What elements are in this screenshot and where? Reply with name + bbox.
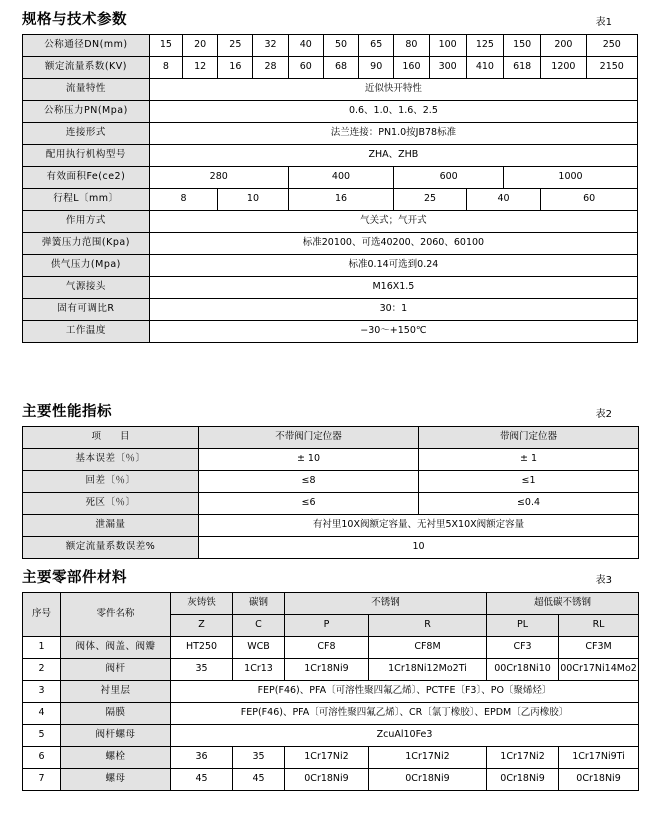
cell: 300 — [429, 57, 466, 79]
row-label-nominal-pressure: 公称压力PN(Mpa) — [23, 101, 150, 123]
cell: 0Cr18Ni9 — [285, 769, 369, 791]
cell: 400 — [288, 167, 394, 189]
row-label-flow-characteristic: 流量特性 — [23, 79, 150, 101]
cell: 8 — [149, 189, 217, 211]
cell-no: 6 — [23, 747, 61, 769]
table-row — [23, 493, 639, 515]
row-label-air-joint: 气源接头 — [23, 277, 150, 299]
table-row — [23, 277, 638, 299]
table-row — [23, 637, 639, 659]
cell: 250 — [586, 35, 637, 57]
sub-header-c: C — [233, 615, 285, 637]
table-row — [23, 79, 638, 101]
cell: ± 10 — [199, 449, 419, 471]
cell: CF8 — [285, 637, 369, 659]
cell: 0Cr18Ni9 — [369, 769, 487, 791]
cell-no: 7 — [23, 769, 61, 791]
table-row — [23, 189, 638, 211]
cell: 10 — [218, 189, 288, 211]
sub-header-rl: RL — [559, 615, 639, 637]
table-row — [23, 449, 639, 471]
row-label-leakage: 泄漏量 — [23, 515, 199, 537]
cell-no: 1 — [23, 637, 61, 659]
table-2-wrapper — [0, 426, 660, 566]
cell: 有衬里10X阀额定容量、无衬里5X10X阀额定容量 — [199, 515, 639, 537]
cell: 0.6、1.0、1.6、2.5 — [149, 101, 637, 123]
cell-part-name: 阀杆螺母 — [61, 725, 171, 747]
table-row — [23, 255, 638, 277]
cell: CF3M — [559, 637, 639, 659]
materials-table — [22, 592, 639, 791]
cell: CF8M — [369, 637, 487, 659]
cell: 30：1 — [149, 299, 637, 321]
cell: 1200 — [541, 57, 586, 79]
row-label-connection: 连接形式 — [23, 123, 150, 145]
column-header: 带阀门定位器 — [419, 427, 639, 449]
cell: 600 — [394, 167, 504, 189]
group-header-ultra-low-carbon: 超低碳不锈钢 — [487, 593, 639, 615]
group-header-carbon-steel: 碳钢 — [233, 593, 285, 615]
cell: 40 — [288, 35, 323, 57]
cell: 1Cr18Ni12Mo2Ti — [369, 659, 487, 681]
group-header-stainless-steel: 不锈钢 — [285, 593, 487, 615]
sub-header-r: R — [369, 615, 487, 637]
row-label-stroke: 行程L〔mm〕 — [23, 189, 150, 211]
performance-table — [22, 426, 639, 559]
section-3-table-number: 表3 — [595, 575, 612, 586]
cell: 16 — [288, 189, 394, 211]
cell: 160 — [394, 57, 429, 79]
cell-part-name: 阀杆 — [61, 659, 171, 681]
table-row — [23, 747, 639, 769]
cell-part-name: 隔膜 — [61, 703, 171, 725]
table-row — [23, 515, 639, 537]
cell: ZcuAl10Fe3 — [171, 725, 639, 747]
cell: 气关式；气开式 — [149, 211, 637, 233]
row-label-basic-error: 基本误差〔％〕 — [23, 449, 199, 471]
cell: 标准20100、可选40200、2060、60100 — [149, 233, 637, 255]
cell: 15 — [149, 35, 182, 57]
specifications-table — [22, 34, 638, 343]
cell: 32 — [253, 35, 288, 57]
cell: 35 — [233, 747, 285, 769]
column-header-part: 零件名称 — [61, 593, 171, 637]
cell: 25 — [218, 35, 253, 57]
column-header: 项 目 — [23, 427, 199, 449]
cell: 1Cr13 — [233, 659, 285, 681]
cell: 00Cr18Ni10 — [487, 659, 559, 681]
table-row — [23, 769, 639, 791]
table-row — [23, 471, 639, 493]
cell: ≤6 — [199, 493, 419, 515]
cell: 45 — [233, 769, 285, 791]
cell: 1Cr17Ni2 — [487, 747, 559, 769]
cell: 0Cr18Ni9 — [487, 769, 559, 791]
cell: FEP(F46)、PFA〔可溶性聚四氟乙烯〕、PCTFE〔F3〕、PO〔聚烯烃〕 — [171, 681, 639, 703]
cell: 1Cr17Ni2 — [369, 747, 487, 769]
row-label-actuator-model: 配用执行机构型号 — [23, 145, 150, 167]
table-row — [23, 593, 639, 615]
section-specifications — [0, 8, 660, 430]
sub-header-z: Z — [171, 615, 233, 637]
cell: 1000 — [504, 167, 638, 189]
cell: ZHA、ZHB — [149, 145, 637, 167]
table-row — [23, 427, 639, 449]
row-label-dn: 公称通径DN(mm) — [23, 35, 150, 57]
table-row — [23, 681, 639, 703]
row-label-effective-area: 有效面积Fe(ce2) — [23, 167, 150, 189]
cell: 40 — [466, 189, 540, 211]
cell: 10 — [199, 537, 639, 559]
cell: 1Cr17Ni2 — [285, 747, 369, 769]
cell: M16X1.5 — [149, 277, 637, 299]
table-row — [23, 167, 638, 189]
cell: 12 — [183, 57, 218, 79]
cell: 25 — [394, 189, 466, 211]
section-3-header — [0, 566, 660, 592]
column-header: 不带阀门定位器 — [199, 427, 419, 449]
section-performance — [0, 400, 660, 566]
cell: −30～+150℃ — [149, 321, 637, 343]
table-row — [23, 321, 638, 343]
cell: WCB — [233, 637, 285, 659]
cell-part-name: 阀体、阀盖、阀瓣 — [61, 637, 171, 659]
table-row — [23, 101, 638, 123]
cell: FEP(F46)、PFA〔可溶性聚四氟乙烯〕、CR〔氯丁橡胶〕、EPDM〔乙丙橡胶〕 — [171, 703, 639, 725]
section-3-title: 主要零部件材料 — [22, 570, 127, 586]
row-label-supply-pressure: 供气压力(Mpa) — [23, 255, 150, 277]
row-label-kv-error: 额定流量系数误差% — [23, 537, 199, 559]
cell: ± 1 — [419, 449, 639, 471]
cell: 80 — [394, 35, 429, 57]
cell: 68 — [323, 57, 358, 79]
cell: 20 — [183, 35, 218, 57]
sub-header-p: P — [285, 615, 369, 637]
cell: HT250 — [171, 637, 233, 659]
cell-part-name: 螺母 — [61, 769, 171, 791]
row-label-dead-zone: 死区〔％〕 — [23, 493, 199, 515]
section-2-table-number: 表2 — [595, 409, 612, 420]
cell: 60 — [288, 57, 323, 79]
cell: 2150 — [586, 57, 637, 79]
cell: 近似快开特性 — [149, 79, 637, 101]
cell: 618 — [504, 57, 541, 79]
row-label-spring-range: 弹簧压力范围(Kpa) — [23, 233, 150, 255]
column-header-no: 序号 — [23, 593, 61, 637]
table-row — [23, 35, 638, 57]
cell: 36 — [171, 747, 233, 769]
table-row — [23, 299, 638, 321]
section-2-title: 主要性能指标 — [22, 404, 112, 420]
cell: CF3 — [487, 637, 559, 659]
section-1-header — [0, 8, 660, 34]
cell-no: 5 — [23, 725, 61, 747]
cell-no: 4 — [23, 703, 61, 725]
row-label-working-temperature: 工作温度 — [23, 321, 150, 343]
table-1-wrapper — [0, 34, 660, 430]
cell: ≤1 — [419, 471, 639, 493]
cell: 8 — [149, 57, 182, 79]
row-label-action-type: 作用方式 — [23, 211, 150, 233]
sub-header-pl: PL — [487, 615, 559, 637]
section-materials — [0, 566, 660, 822]
section-2-header — [0, 400, 660, 426]
cell: 100 — [429, 35, 466, 57]
cell: ≤8 — [199, 471, 419, 493]
row-label-rangeability: 固有可调比R — [23, 299, 150, 321]
cell: 1Cr18Ni9 — [285, 659, 369, 681]
table-row — [23, 537, 639, 559]
table-row — [23, 703, 639, 725]
table-row — [23, 211, 638, 233]
cell: 标准0.14可选到0.24 — [149, 255, 637, 277]
table-row — [23, 57, 638, 79]
cell: 45 — [171, 769, 233, 791]
cell: 90 — [359, 57, 394, 79]
table-row — [23, 145, 638, 167]
cell: 65 — [359, 35, 394, 57]
cell: 35 — [171, 659, 233, 681]
cell-no: 3 — [23, 681, 61, 703]
cell: 150 — [504, 35, 541, 57]
table-row — [23, 233, 638, 255]
cell: 410 — [466, 57, 503, 79]
cell: ≤0.4 — [419, 493, 639, 515]
cell: 50 — [323, 35, 358, 57]
table-row — [23, 123, 638, 145]
cell: 28 — [253, 57, 288, 79]
cell: 0Cr18Ni9 — [559, 769, 639, 791]
cell-no: 2 — [23, 659, 61, 681]
cell-part-name: 衬里层 — [61, 681, 171, 703]
table-row — [23, 659, 639, 681]
table-row — [23, 725, 639, 747]
row-label-hysteresis: 回差〔％〕 — [23, 471, 199, 493]
section-1-table-number: 表1 — [595, 17, 612, 28]
table-3-wrapper — [0, 592, 660, 822]
cell: 200 — [541, 35, 586, 57]
cell: 125 — [466, 35, 503, 57]
cell: 1Cr17Ni9Ti — [559, 747, 639, 769]
cell: 280 — [149, 167, 288, 189]
cell-part-name: 螺栓 — [61, 747, 171, 769]
row-label-kv: 额定流量系数(KV) — [23, 57, 150, 79]
cell: 60 — [541, 189, 638, 211]
group-header-cast-iron: 灰铸铁 — [171, 593, 233, 615]
section-1-title: 规格与技术参数 — [22, 12, 127, 28]
cell: 00Cr17Ni14Mo2 — [559, 659, 639, 681]
cell: 法兰连接：PN1.0按JB78标准 — [149, 123, 637, 145]
cell: 16 — [218, 57, 253, 79]
